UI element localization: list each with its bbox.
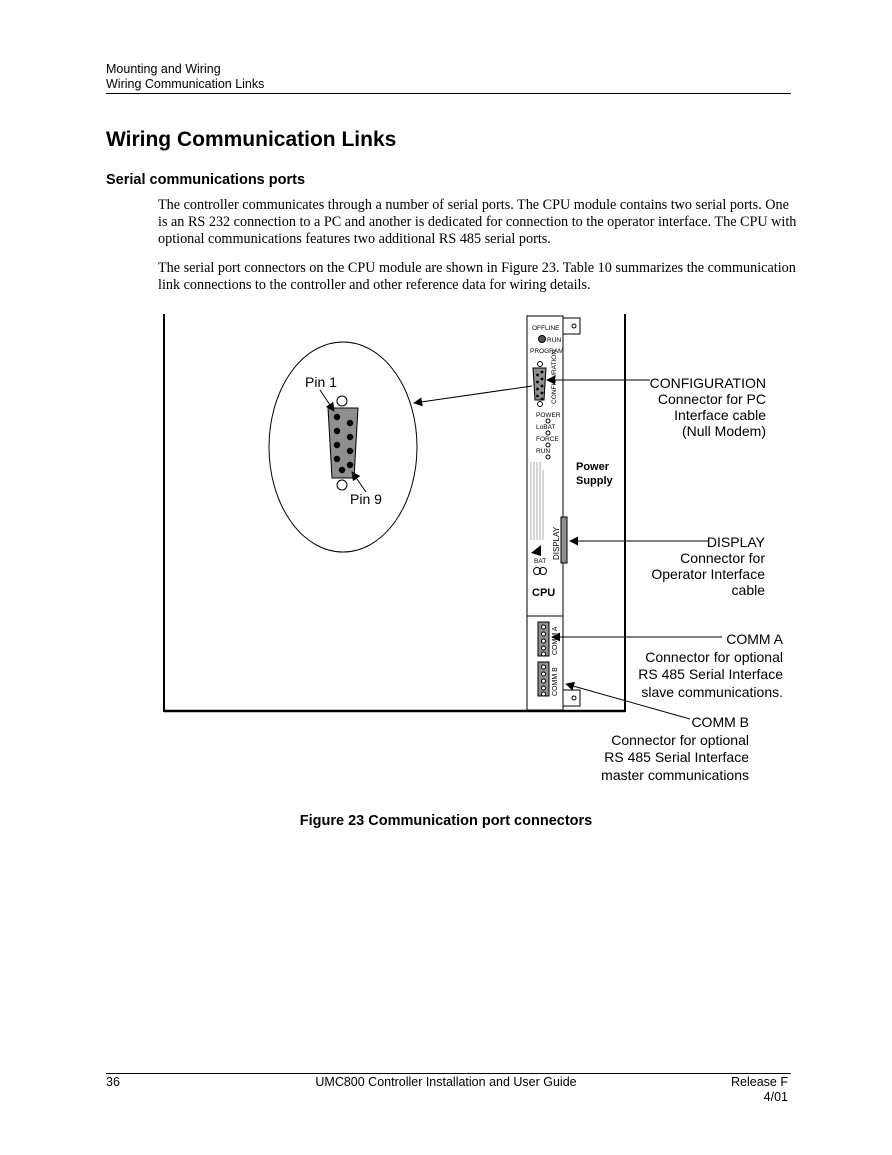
detail-arrow [414,386,532,403]
footer-rule [106,1073,791,1074]
label-offline: OFFLINE [532,325,560,332]
section-heading: Serial communications ports [106,172,306,188]
footer-release-label: Release F [731,1075,788,1089]
comm-a-callout-line1: COMM A [726,631,783,647]
comm-b-callout-line4: master communications [601,767,749,783]
label-program: PROGRAM [530,348,564,355]
comm-a-callout-line3: RS 485 Serial Interface [638,666,783,682]
configuration-callout-line4: (Null Modem) [681,423,766,439]
comm-a-callout-line4: slave communications. [641,684,783,700]
display-callout-line3: Operator Interface [651,566,765,582]
comm-b-callout-line2: Connector for optional [611,732,749,748]
label-power-supply-line2: Supply [576,475,613,487]
label-pin-9: Pin 9 [350,491,382,507]
label-power-led: POWER [536,412,561,419]
comm-a-callout-line2: Connector for optional [645,649,783,665]
comm-b-callout-line1: COMM B [691,714,749,730]
configuration-callout-line1: CONFIGURATION [649,375,766,391]
label-configuration-vertical: CONFIGURATION [551,349,558,404]
figure-caption: Figure 23 Communication port connectors [299,813,593,829]
header-section: Wiring Communication Links [106,77,265,91]
configuration-callout-line3: Interface cable [674,407,766,423]
comm-b-callout-line3: RS 485 Serial Interface [604,749,749,765]
footer-guide-title: UMC800 Controller Installation and User Guide [315,1075,577,1089]
db9-detail-callout [269,342,417,552]
label-display-vertical: DISPLAY [552,526,561,560]
label-bat: BAT [534,558,547,565]
comm-b-terminal-icon [538,662,549,696]
configuration-callout [650,375,767,439]
label-pin-1: Pin 1 [305,374,337,390]
configuration-callout-line2: Connector for PC [657,391,766,407]
page-title: Wiring Communication Links [106,128,397,151]
label-comm-a-vertical: COMM A [552,626,559,655]
display-callout-line1: DISPLAY [706,534,765,550]
footer-page-number: 36 [106,1075,120,1089]
comm-b-callout [601,714,749,783]
paragraph-serial-ports: The controller communicates through a number of serial ports. The CPU module contains two serial ports. One is an RS 232 connection to a PC and another is dedicated for connection to the operator interface. The CPU with optional communications features two additional RS 485 serial ports. [158,197,797,247]
comm-a-callout [638,631,783,700]
paragraph-connectors-reference: The serial port connectors on the CPU module are shown in Figure 23. Table 10 summarizes the communication link connections to the controller and other reference data for wiring details. [158,260,796,293]
display-callout [651,534,765,598]
display-callout-line4: cable [731,582,765,598]
label-comm-b-vertical: COMM B [552,667,559,696]
configuration-port-icon [533,362,546,407]
mode-switch-icon [539,336,546,343]
display-port-icon [561,517,567,563]
label-power-supply-line1: Power [576,461,610,473]
footer-release-date: 4/01 [763,1090,788,1104]
footer-release [731,1075,788,1105]
header-chapter: Mounting and Wiring [106,62,221,76]
label-lobat-led: LoBAT [536,424,556,431]
display-callout-line2: Connector for [680,550,765,566]
label-cpu: CPU [532,587,556,599]
label-run-led: RUN [536,448,551,455]
label-run-switch: RUN [547,337,562,344]
comm-a-terminal-icon [538,622,549,656]
cpu-module [527,316,580,710]
label-force-led: FORCE [536,436,559,443]
